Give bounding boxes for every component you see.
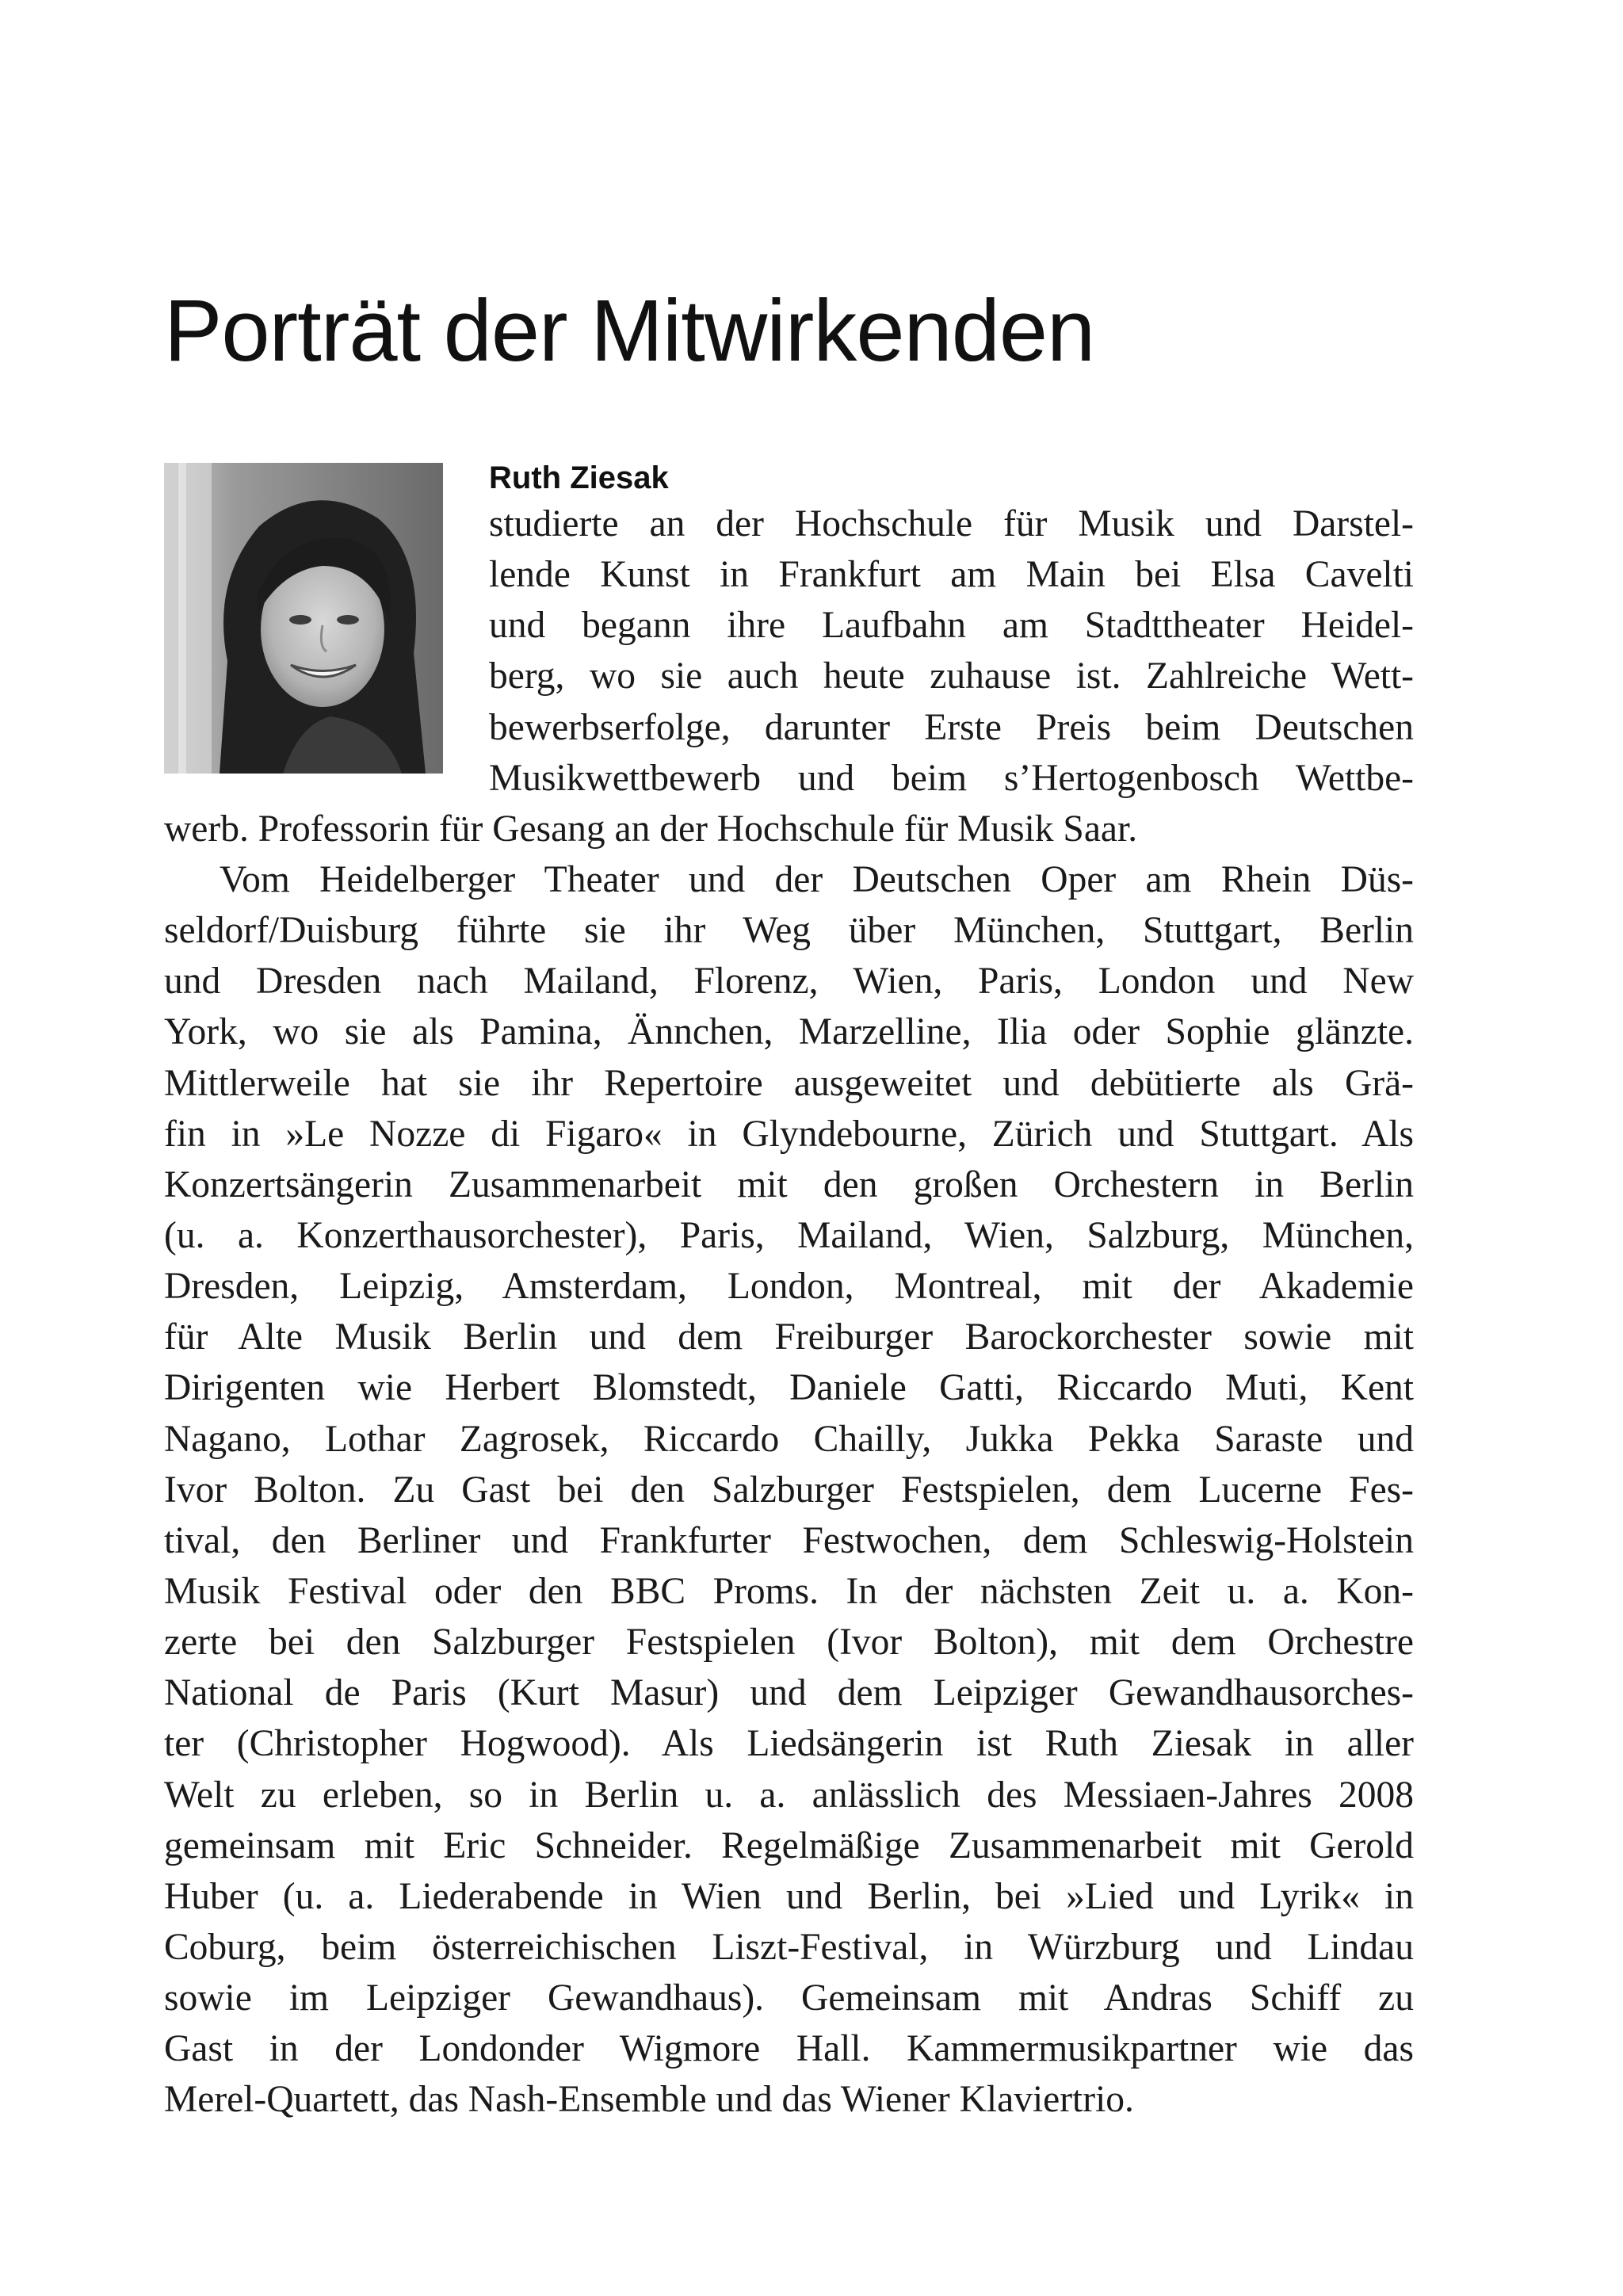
bio-line: Konzertsängerin Zusammenarbeit mit den großen Orchestern in Berlin xyxy=(164,1163,1414,1205)
bio-line: Nagano, Lothar Zagrosek, Riccardo Chailly, Jukka Pekka Saraste und xyxy=(164,1418,1414,1460)
bio-line: und begann ihre Laufbahn am Stadttheater Heidel- xyxy=(489,605,1414,647)
bio-line: gemeinsam mit Eric Schneider. Regelmäßige Zusammenarbeit mit Gerold xyxy=(164,1824,1414,1866)
bio-line: fin in »Le Nozze di Figaro« in Glyndebourne, Zürich und Stuttgart. Als xyxy=(164,1113,1414,1155)
bio-line: für Alte Musik Berlin und dem Freiburger Barockorchester sowie mit xyxy=(164,1316,1414,1358)
bio-line: tival, den Berliner und Frankfurter Festwochen, dem Schleswig-Holstein xyxy=(164,1519,1414,1561)
bio-line: Gast in der Londonder Wigmore Hall. Kammermusikpartner wie das xyxy=(164,2028,1414,2070)
bio-line: York, wo sie als Pamina, Ännchen, Marzelline, Ilia oder Sophie glänzte. xyxy=(164,1011,1414,1053)
bio-line: lende Kunst in Frankfurt am Main bei Elsa Cavelti xyxy=(489,554,1414,596)
bio-line: Coburg, beim österreichischen Liszt-Festival, in Würzburg und Lindau xyxy=(164,1926,1414,1968)
bio-line: Dirigenten wie Herbert Blomstedt, Daniele Gatti, Riccardo Muti, Kent xyxy=(164,1367,1414,1409)
biography-text xyxy=(164,499,1414,2126)
bio-line: seldorf/Duisburg führte sie ihr Weg über München, Stuttgart, Berlin xyxy=(164,910,1414,952)
bio-line: Ivor Bolton. Zu Gast bei den Salzburger Festspielen, dem Lucerne Fes- xyxy=(164,1469,1414,1511)
bio-line: (u. a. Konzerthausorchester), Paris, Mailand, Wien, Salzburg, München, xyxy=(164,1214,1414,1256)
bio-line: berg, wo sie auch heute zuhause ist. Zahlreiche Wett- xyxy=(489,655,1414,697)
bio-line: ter (Christopher Hogwood). Als Liedsängerin ist Ruth Ziesak in aller xyxy=(164,1723,1414,1765)
bio-line: Mittlerweile hat sie ihr Repertoire ausgeweitet und debütierte als Grä- xyxy=(164,1062,1414,1104)
bio-line: Vom Heidelberger Theater und der Deutschen Oper am Rhein Düs- xyxy=(220,858,1414,900)
bio-line: und Dresden nach Mailand, Florenz, Wien, Paris, London und New xyxy=(164,961,1414,1003)
bio-line: Musikwettbewerb und beim s’Hertogenbosch Wettbe- xyxy=(489,757,1414,799)
bio-line: Welt zu erleben, so in Berlin u. a. anlässlich des Messiaen-Jahres 2008 xyxy=(164,1774,1414,1816)
bio-line: Huber (u. a. Liederabende in Wien und Berlin, bei »Lied und Lyrik« in xyxy=(164,1875,1414,1917)
bio-line: studierte an der Hochschule für Musik und Darstel- xyxy=(489,503,1414,544)
page-title: Porträt der Mitwirkenden xyxy=(164,282,1095,380)
bio-line: Dresden, Leipzig, Amsterdam, London, Montreal, mit der Akademie xyxy=(164,1266,1414,1308)
bio-line: bewerbserfolge, darunter Erste Preis beim Deutschen xyxy=(489,706,1414,748)
bio-line: zerte bei den Salzburger Festspielen (Ivor Bolton), mit dem Orchestre xyxy=(164,1622,1414,1664)
bio-line: National de Paris (Kurt Masur) und dem Leipziger Gewandhausorches- xyxy=(164,1672,1414,1714)
bio-line: Merel-Quartett, das Nash-Ensemble und das Wiener Klaviertrio. xyxy=(164,2079,1134,2121)
bio-line: sowie im Leipziger Gewandhaus). Gemeinsam mit Andras Schiff zu xyxy=(164,1977,1414,2019)
bio-line: Musik Festival oder den BBC Proms. In der nächsten Zeit u. a. Kon- xyxy=(164,1570,1414,1612)
bio-line: werb. Professorin für Gesang an der Hochschule für Musik Saar. xyxy=(164,808,1138,850)
artist-name: Ruth Ziesak xyxy=(489,460,669,495)
